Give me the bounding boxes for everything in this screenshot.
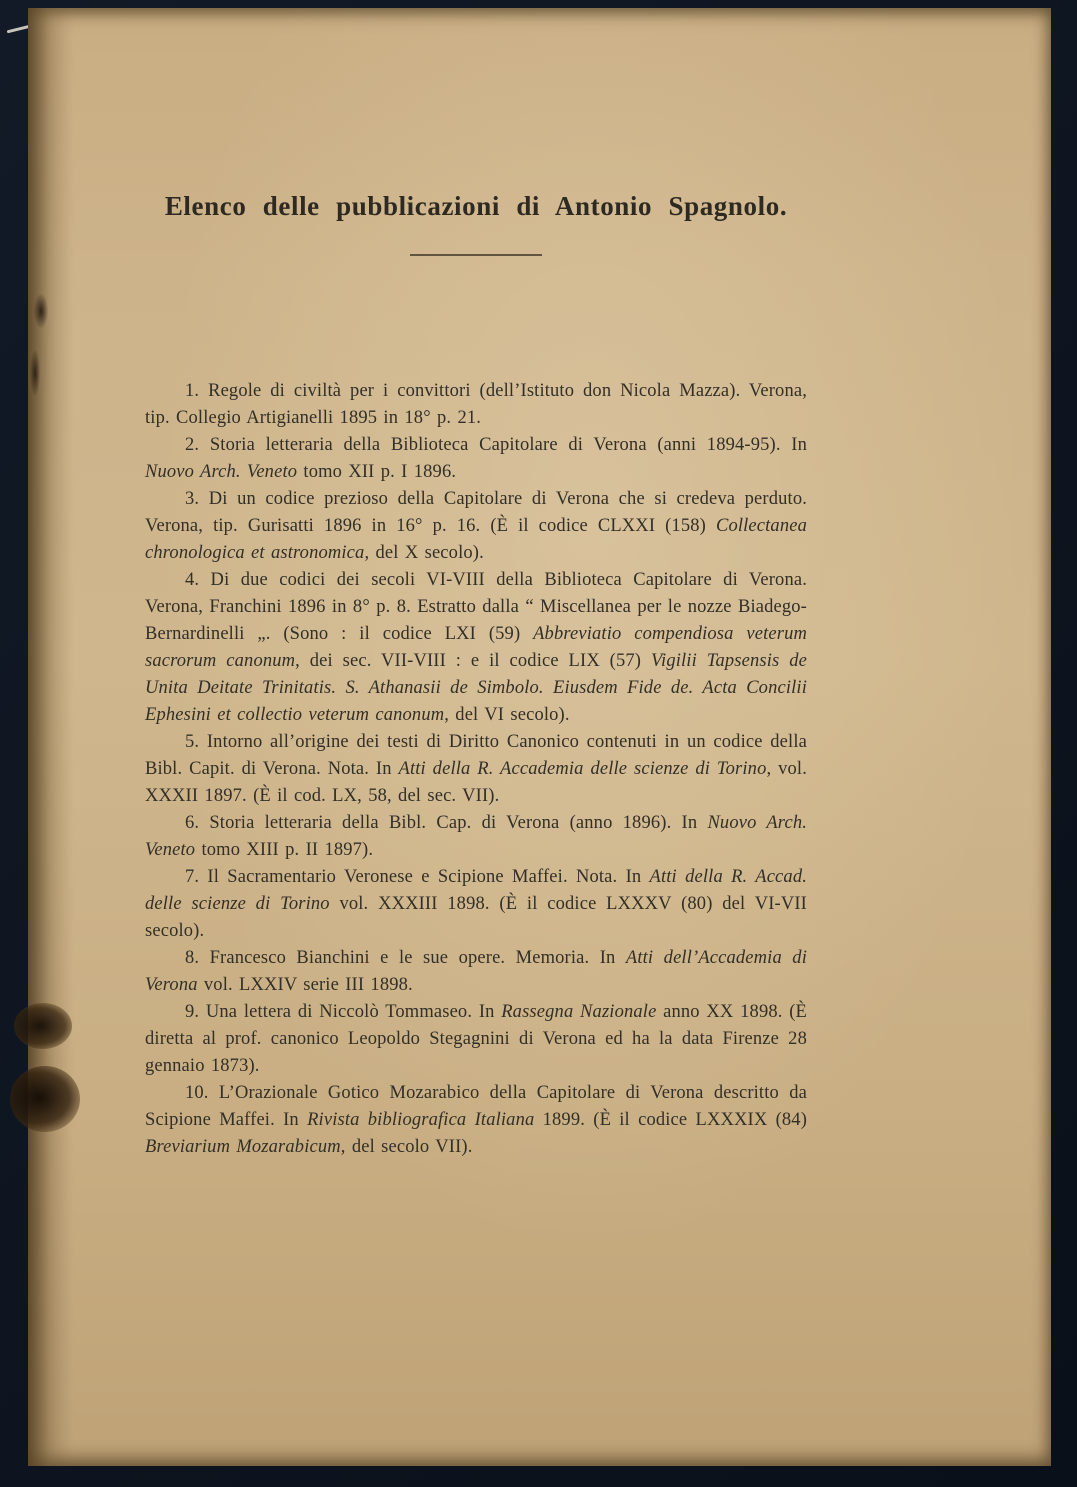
regular-text: tomo XII p. I 1896. bbox=[297, 462, 457, 482]
ink-stain bbox=[10, 1066, 80, 1132]
list-item bbox=[145, 999, 807, 1080]
text-column bbox=[145, 8, 807, 1161]
regular-text: , del VI secolo). bbox=[444, 705, 570, 725]
title-divider bbox=[410, 254, 542, 256]
regular-text: 9. Una lettera di Niccolò Tommaseo. In bbox=[185, 1002, 502, 1022]
regular-text: , vol. XXXII 1897. (È il cod. LX, 58, del sec. VII). bbox=[145, 759, 807, 806]
regular-text: 8. Francesco Bianchini e le sue opere. Memoria. In bbox=[185, 948, 626, 968]
regular-text: , del secolo VII). bbox=[340, 1137, 473, 1157]
regular-text: 6. Storia letteraria della Bibl. Cap. di Verona (anno 1896). In bbox=[185, 813, 708, 833]
list-item bbox=[145, 486, 807, 567]
regular-text: 1899. (È il codice LXXXIX (84) bbox=[534, 1110, 808, 1130]
regular-text: tomo XIII p. II 1897). bbox=[195, 840, 374, 860]
margin-mark bbox=[30, 350, 40, 396]
list-item bbox=[145, 432, 807, 486]
list-item bbox=[145, 729, 807, 810]
italic-text: Nuovo Arch. Veneto bbox=[145, 462, 298, 482]
italic-text: Abbreviatio compendiosa veterum sacrorum canonum bbox=[145, 624, 808, 671]
regular-text: 2. Storia letteraria della Biblioteca Capitolare di Verona (anni 1894-95). In bbox=[185, 435, 807, 455]
binding-shadow bbox=[28, 8, 74, 1466]
italic-text: Breviarium Mozarabicum bbox=[145, 1137, 341, 1157]
italic-text: Rassegna Nazionale bbox=[501, 1002, 657, 1022]
italic-text: Atti della R. Accad. delle scienze di Torino bbox=[145, 867, 807, 914]
ink-stain bbox=[14, 1003, 72, 1049]
italic-text: Nuovo Arch. Veneto bbox=[145, 813, 807, 860]
list-item bbox=[145, 945, 807, 999]
regular-text: 1. Regole di civiltà per i convittori (dell’Istituto don Nicola Mazza). Verona, tip. Collegio Artigianelli 1895 in 18° p. 21. bbox=[145, 381, 807, 428]
regular-text: vol. XXXIII 1898. (È il codice LXXXV (80) del VI-VII secolo). bbox=[145, 894, 807, 941]
list-item bbox=[145, 810, 807, 864]
regular-text: 10. L’Orazionale Gotico Mozarabico della Capitolare di Verona descritto da Scipione Maffei. In bbox=[145, 1083, 807, 1130]
regular-text: 5. Intorno all’origine dei testi di Diritto Canonico contenuti in un codice della Bibl. Capit. di Verona. Nota. In bbox=[145, 732, 807, 779]
book-page bbox=[28, 8, 1051, 1466]
regular-text: , dei sec. VII-VIII : e il codice LIX (57) bbox=[295, 651, 651, 671]
margin-mark bbox=[34, 294, 48, 328]
publication-list bbox=[145, 378, 807, 1161]
regular-text: 3. Di un codice prezioso della Capitolare di Verona che si credeva perduto. Verona, tip. Gurisatti 1896 in 16° p. 16. (È il codice CLXXI (158) bbox=[145, 489, 807, 536]
regular-text: , del X secolo). bbox=[364, 543, 484, 563]
regular-text: vol. LXXIV serie III 1898. bbox=[197, 975, 413, 995]
italic-text: Collectanea chronologica et astronomica bbox=[145, 516, 807, 563]
regular-text: anno XX 1898. (È diretta al prof. canonico Leopoldo Stegagnini di Verona ed ha la data Firenze 28 gennaio 1873). bbox=[145, 1002, 807, 1076]
italic-text: Atti della R. Accademia delle scienze di Torino bbox=[398, 759, 767, 779]
list-item bbox=[145, 1080, 807, 1161]
list-item bbox=[145, 567, 807, 729]
page-title: Elenco delle pubblicazioni di Antonio Spagnolo. bbox=[164, 191, 788, 221]
italic-text: Atti dell’Accademia di Verona bbox=[145, 948, 807, 995]
regular-text: 7. Il Sacramentario Veronese e Scipione Maffei. Nota. In bbox=[185, 867, 650, 887]
list-item bbox=[145, 378, 807, 432]
italic-text: Vigilii Tapsensis de Unita Deitate Trinitatis. S. Athanasii de Simbolo. Eiusdem Fide de. Acta Concilii Ephesini et collectio veterum canonum bbox=[145, 651, 807, 725]
list-item bbox=[145, 864, 807, 945]
regular-text: 4. Di due codici dei secoli VI-VIII della Biblioteca Capitolare di Verona. Verona, Franchini 1896 in 8° p. 8. Estratto dalla “ Miscellanea per le nozze Biadego-Bernardinelli „. (Sono : il codice LXI (59) bbox=[145, 570, 807, 644]
italic-text: Rivista bibliografica Italiana bbox=[307, 1110, 535, 1130]
